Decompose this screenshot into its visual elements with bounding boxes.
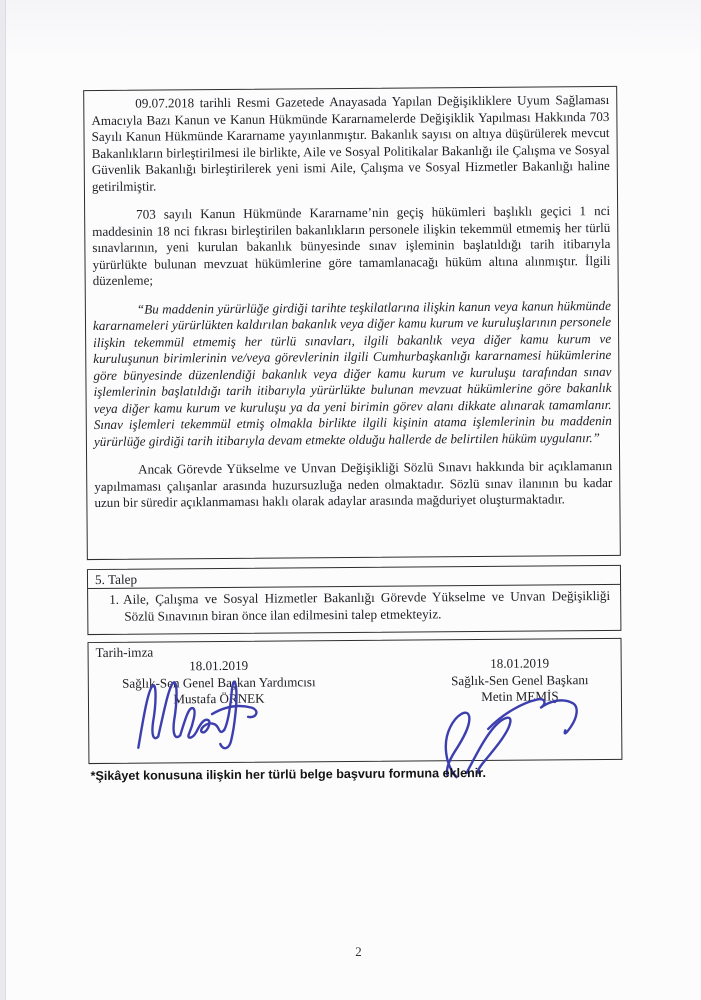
signatory-left bbox=[97, 657, 341, 708]
signatory-title-left: Sağlık-Sen Genel Başkan Yardımcısı bbox=[122, 673, 316, 691]
footnote: *Şikâyet konusuna ilişkin her türlü belge başvuru formuna eklenir. bbox=[90, 765, 487, 784]
talep-item-text: Aile, Çalışma ve Sosyal Hizmetler Bakanlığı Görevde Yükselme ve Unvan Değişikliği Sözlü Sınavının biran önce ilan edilmesini talep etmekteyiz. bbox=[122, 587, 611, 624]
talep-item-number: 1. bbox=[109, 591, 120, 607]
talep-heading: 5. Talep bbox=[88, 566, 620, 589]
paragraph-decree-announcement: 09.07.2018 tarihli Resmi Gazetede Anayasada Yapılan Değişikliklere Uyum Sağlaması Amacıyla Bazı Kanun ve Kanun Hükmünde Kararnamelerde Değişiklik Yapılması Hakkında 703 Sayılı Kanun Hükmünde Kararname yayınlanmıştır. Bakanlık sayısı on altıya düşürülerek mevcut Bakanlıkların birleştirilmesi ile birlikte, Aile ve Sosyal Politikalar Bakanlığı ile Çalışma ve Sosyal Güvenlik Bakanlığı birleştirilerek yeni ismi Aile, Çalışma ve Sosyal Hizmetler Bakanlığı haline getirilmiştir. bbox=[91, 91, 610, 194]
signature-date-left: 18.01.2019 bbox=[189, 657, 249, 674]
signature-section-label: Tarih-imza bbox=[95, 644, 154, 661]
paragraph-transition-provision: 703 sayılı Kanun Hükmünde Kararname’nin geçiş hükümleri başlıklı geçici 1 nci maddesinin 18 nci fıkrası birleştirilen bakanlıkların personele ilişkin tekemmül etmemiş her türlü sınavlarının, yeni kurulan bakanlık bünyesinde sınav işleminin başlatıldığı tarih itibarıyla yürürlükte bulunan mevzuat hükümlerine göre tamamlanacağı hüküm altına alınmıştır. İlgili düzenleme; bbox=[92, 202, 611, 289]
talep-section bbox=[87, 565, 622, 635]
signatory-name-left: Mustafa ÖRNEK bbox=[173, 690, 265, 707]
body-text-box bbox=[83, 86, 621, 560]
signatory-name-right: Metin MEMİŞ bbox=[481, 688, 559, 704]
paragraph-complaint: Ancak Görevde Yükselme ve Unvan Değişikliği Sözlü Sınavı hakkında bir açıklamanın yapılmaması çalışanlar arasında huzursuzluğa neden olmaktadır. Sözlü sınav ilanının bu kadar uzun bir süredir açıklanmaması haklı olarak adaylar arasında mağduriyet oluşturmaktadır. bbox=[94, 457, 613, 511]
signatory-right bbox=[411, 655, 629, 706]
signature-section bbox=[88, 638, 623, 764]
paragraph-legal-quote: “Bu maddenin yürürlüğe girdiği tarihte teşkilatlarına ilişkin kanun veya kanun hükmünde kararnameleri yürürlükten kaldırılan bakanlık veya diğer kamu kurum ve kuruluşlarının personele ilişkin tekemmül etmemiş her türlü sınavları, ilgili bakanlık veya diğer kamu kurum ve kuruluşunun birimlerinin ve/veya görevlerinin ilgili Cumhurbaşkanlığı kararnamesi hükümlerine göre bünyesinde düzenlendiği bakanlık veya diğer kamu kurum ve kuruluşu tarafından sınav işlemlerinin başlatıldığı tarih itibarıyla yürürlükte bulunan mevzuat hükümlerine göre bakanlık veya diğer kamu kurum ve kuruluşu ya da yeni birimin görev alanı dikkate alınarak tamamlanır. Sınav işlemleri tekemmül etmiş olmakla birlikte ilgili kişinin atama işlemlerinin bu maddenin yürürlüğe girdiği tarih itibarıyla devam etmekte olduğu hallerde de belirtilen hüküm uygulanır.” bbox=[92, 297, 612, 449]
page-number: 2 bbox=[355, 943, 362, 959]
talep-item bbox=[88, 585, 620, 625]
signatory-title-right: Sağlık-Sen Genel Başkanı bbox=[451, 671, 589, 688]
signature-date-right: 18.01.2019 bbox=[490, 655, 550, 671]
